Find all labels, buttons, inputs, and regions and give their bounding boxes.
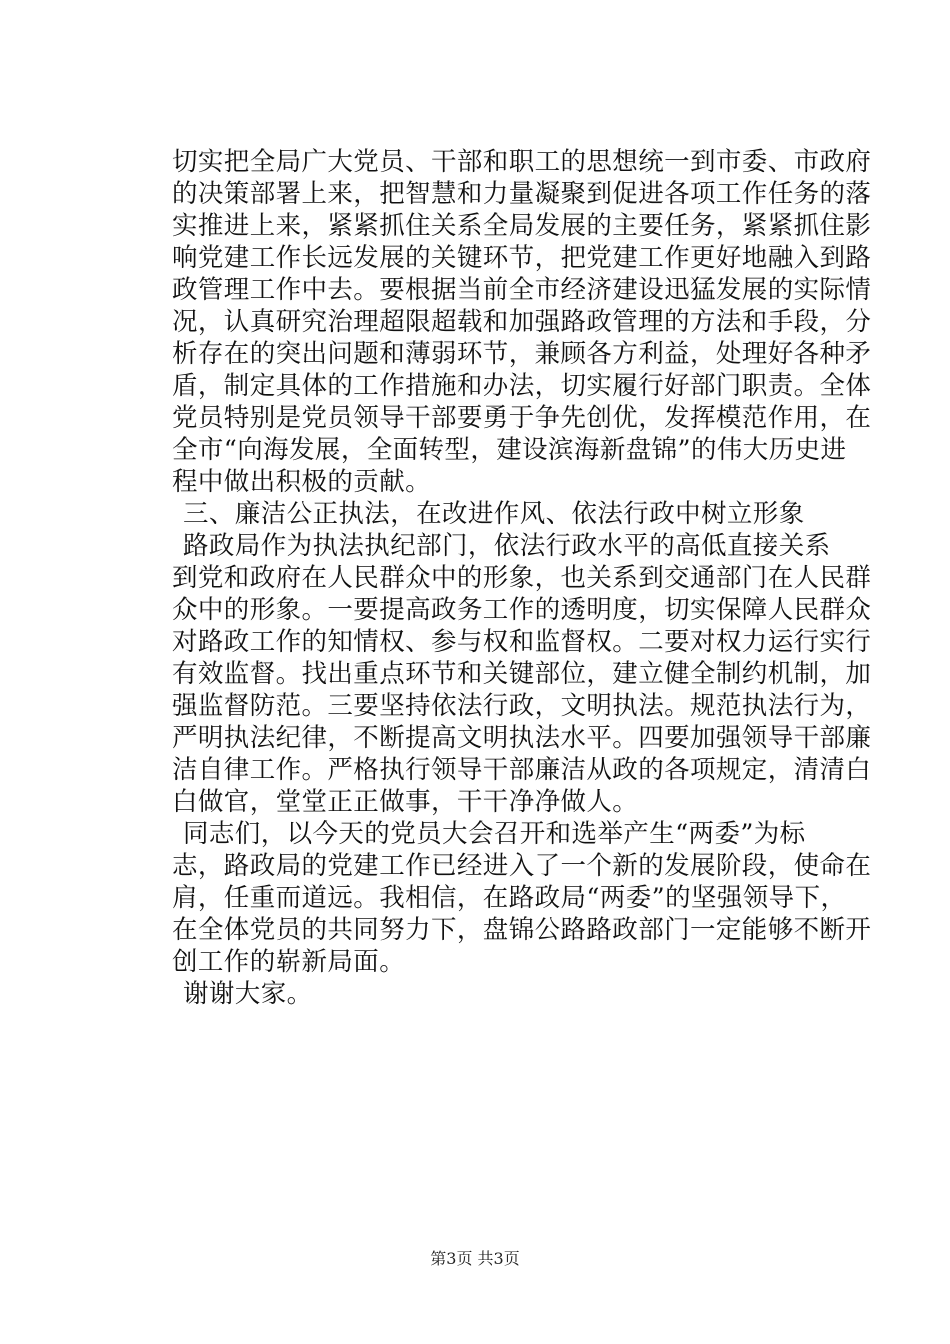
closing-line: 谢谢大家。 xyxy=(183,979,313,1009)
document-body xyxy=(172,146,872,1010)
body-line: 严明执法纪律，不断提高文明执法水平。四要加强领导干部廉 xyxy=(172,723,872,753)
body-line: 有效监督。找出重点环节和关键部位，建立健全制约机制，加 xyxy=(172,659,872,689)
body-line: 志，路政局的党建工作已经进入了一个新的发展阶段，使命在 xyxy=(172,851,872,881)
section-heading: 三、廉洁公正执法，在改进作风、依法行政中树立形象 xyxy=(183,499,805,529)
body-line: 盾，制定具体的工作措施和办法，切实履行好部门职责。全体 xyxy=(172,371,872,401)
body-line: 创工作的崭新局面。 xyxy=(172,947,406,977)
body-line: 肩，任重而道远。我相信，在路政局“两委”的坚强领导下， xyxy=(172,883,847,913)
body-line: 白做官，堂堂正正做事，干干净净做人。 xyxy=(172,787,639,817)
body-line: 众中的形象。一要提高政务工作的透明度，切实保障人民群众 xyxy=(172,595,872,625)
body-line: 强监督防范。三要坚持依法行政，文明执法。规范执法行为， xyxy=(172,691,872,721)
body-line: 全市“向海发展，全面转型，建设滨海新盘锦”的伟大历史进 xyxy=(172,435,847,465)
body-line: 析存在的突出问题和薄弱环节，兼顾各方利益，处理好各种矛 xyxy=(172,339,872,369)
page-number-footer: 第3页 共3页 xyxy=(430,1249,520,1268)
body-line: 的决策部署上来，把智慧和力量凝聚到促进各项工作任务的落 xyxy=(172,179,872,209)
body-line: 党员特别是党员领导干部要勇于争先创优，发挥模范作用，在 xyxy=(172,403,872,433)
body-line: 路政局作为执法执纪部门，依法行政水平的高低直接关系 xyxy=(183,531,831,561)
body-line: 切实把全局广大党员、干部和职工的思想统一到市委、市政府 xyxy=(172,147,872,177)
body-line: 况，认真研究治理超限超载和加强路政管理的方法和手段，分 xyxy=(172,307,872,337)
body-line: 实推进上来，紧紧抓住关系全局发展的主要任务，紧紧抓住影 xyxy=(172,211,872,241)
body-line: 在全体党员的共同努力下，盘锦公路路政部门一定能够不断开 xyxy=(172,915,872,945)
body-line: 对路政工作的知情权、参与权和监督权。二要对权力运行实行 xyxy=(172,627,872,657)
body-line: 洁自律工作。严格执行领导干部廉洁从政的各项规定，清清白 xyxy=(172,755,872,785)
body-line: 同志们，以今天的党员大会召开和选举产生“两委”为标 xyxy=(183,819,806,849)
body-line: 政管理工作中去。要根据当前全市经济建设迅猛发展的实际情 xyxy=(172,275,872,305)
body-line: 响党建工作长远发展的关键环节，把党建工作更好地融入到路 xyxy=(172,243,872,273)
body-line: 到党和政府在人民群众中的形象，也关系到交通部门在人民群 xyxy=(172,563,872,593)
body-line: 程中做出积极的贡献。 xyxy=(172,467,432,497)
